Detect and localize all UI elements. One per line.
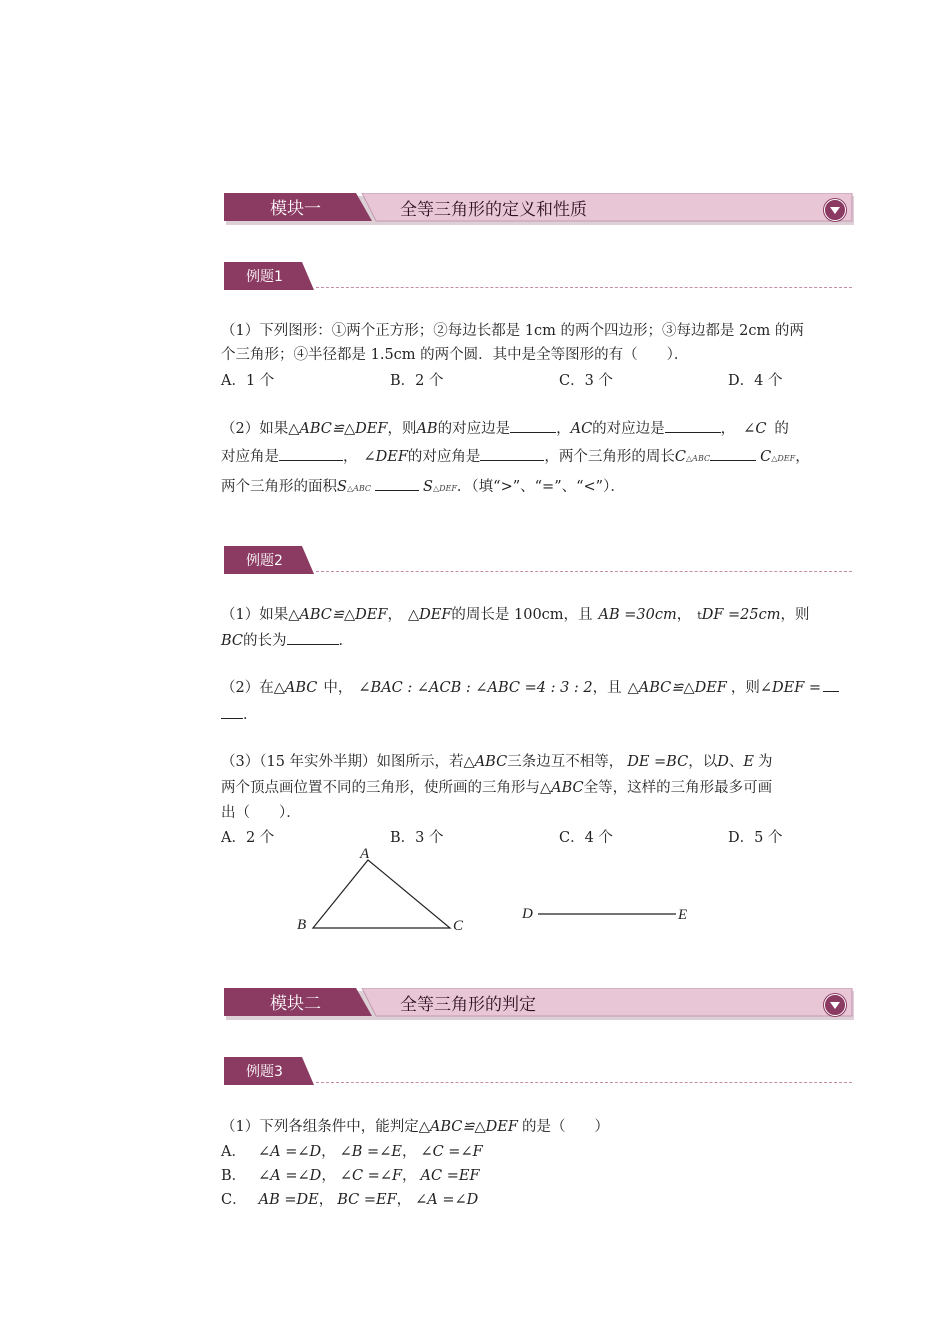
ex2-q3-option-d: D．5 个 bbox=[728, 830, 783, 846]
answer-blank bbox=[510, 418, 556, 433]
triangle-figure bbox=[280, 840, 720, 940]
math-congruence: △ABC≌△DEF bbox=[288, 421, 388, 437]
answer-blank bbox=[665, 418, 721, 433]
ex2-q2-line2: ． bbox=[221, 703, 258, 727]
collapse-chevron-icon[interactable] bbox=[824, 994, 846, 1016]
point-label-d: D bbox=[522, 906, 533, 922]
dashed-divider bbox=[316, 1082, 852, 1083]
ex1-q2-line3: 两个三角形的面积S△ABC S△DEF．（填“>”、“=”、“<”）． bbox=[221, 475, 625, 501]
vertex-label-b: B bbox=[297, 917, 307, 933]
ex1-q1-option-c: C．3 个 bbox=[559, 373, 613, 389]
example-label: 例题3 bbox=[246, 1064, 283, 1080]
answer-blank bbox=[287, 630, 339, 645]
module-header-2 bbox=[224, 988, 854, 1020]
module-label: 模块一 bbox=[270, 199, 321, 219]
ex2-q3-line2: 两个顶点画位置不同的三角形，使所画的三角形与△ABC全等，这样的三角形最多可画 bbox=[221, 780, 773, 796]
module-label: 模块二 bbox=[270, 994, 321, 1014]
ex1-q1-line2: 个三角形；④半径都是 1.5cm 的两个圆．其中是全等图形的有（ ）． bbox=[221, 347, 689, 363]
ex1-q2-line2: 对应角是 ， ∠DEF的对应角是 ，两个三角形的周长C△ABC C△DEF， bbox=[221, 445, 810, 471]
example-tab-2 bbox=[224, 546, 854, 576]
example-label: 例题1 bbox=[246, 269, 283, 285]
answer-blank bbox=[375, 476, 419, 491]
ex2-q3-line1: （3）（15 年实外半期）如图所示，若△ABC三条边互不相等， DE =BC，以D、E 为 bbox=[221, 754, 773, 770]
vertex-label-a: A bbox=[360, 846, 370, 862]
ex3-q1-option-c: C． AB =DE， BC =EF， ∠A =∠D bbox=[221, 1192, 479, 1208]
ex1-q1-option-b: B．2 个 bbox=[390, 373, 444, 389]
ex1-q2-line1: （2）如果△ABC≌△DEF，则AB的对应边是 ，AC的对应边是 ， ∠C 的 bbox=[221, 417, 789, 441]
answer-blank bbox=[710, 446, 756, 461]
example-label: 例题2 bbox=[246, 553, 283, 569]
ex3-q1-stem: （1）下列各组条件中，能判定△ABC≌△DEF 的是（ ） bbox=[221, 1119, 609, 1135]
example-tab-3 bbox=[224, 1057, 854, 1087]
vertex-label-c: C bbox=[453, 918, 464, 934]
triangle-abc bbox=[313, 860, 450, 928]
answer-blank bbox=[480, 446, 544, 461]
ex2-q3-option-a: A．2 个 bbox=[221, 830, 275, 846]
answer-blank bbox=[823, 677, 839, 692]
dashed-divider bbox=[316, 287, 852, 288]
ex1-q1-line1: （1）下列图形：①两个正方形；②每边长都是 1cm 的两个四边形；③每边都是 2cm 的两 bbox=[221, 323, 804, 339]
ex3-q1-option-b: B． ∠A =∠D， ∠C =∠F， AC =EF bbox=[221, 1168, 480, 1184]
ex2-q1-line2: BC的长为 ． bbox=[221, 629, 353, 653]
ex1-q1-option-a: A．1 个 bbox=[221, 373, 275, 389]
ex2-q3-option-c: C．4 个 bbox=[559, 830, 613, 846]
module-title: 全等三角形的判定 bbox=[400, 995, 536, 1015]
point-label-e: E bbox=[678, 907, 688, 923]
answer-blank bbox=[221, 704, 243, 719]
module-title: 全等三角形的定义和性质 bbox=[400, 200, 587, 220]
ex3-q1-option-a: A． ∠A =∠D， ∠B =∠E， ∠C =∠F bbox=[221, 1144, 483, 1160]
example-tab-1 bbox=[224, 262, 854, 292]
ex2-q3-option-b: B．3 个 bbox=[390, 830, 444, 846]
ex2-q2-line1: （2）在△ABC 中， ∠BAC : ∠ACB : ∠ABC =4 : 3 : 2，且 △ABC≌△DEF ，则∠DEF = bbox=[221, 676, 839, 700]
dashed-divider bbox=[316, 571, 852, 572]
module-header-1 bbox=[224, 193, 854, 225]
ex2-q1-line1: （1）如果△ABC≌△DEF， △DEF的周长是 100cm，且 AB =30cm， tDF =25cm，则 bbox=[221, 607, 810, 623]
collapse-chevron-icon[interactable] bbox=[824, 199, 846, 221]
ex1-q1-option-d: D．4 个 bbox=[728, 373, 783, 389]
answer-blank bbox=[279, 446, 343, 461]
ex2-q3-line3: 出（ ）． bbox=[221, 805, 301, 821]
